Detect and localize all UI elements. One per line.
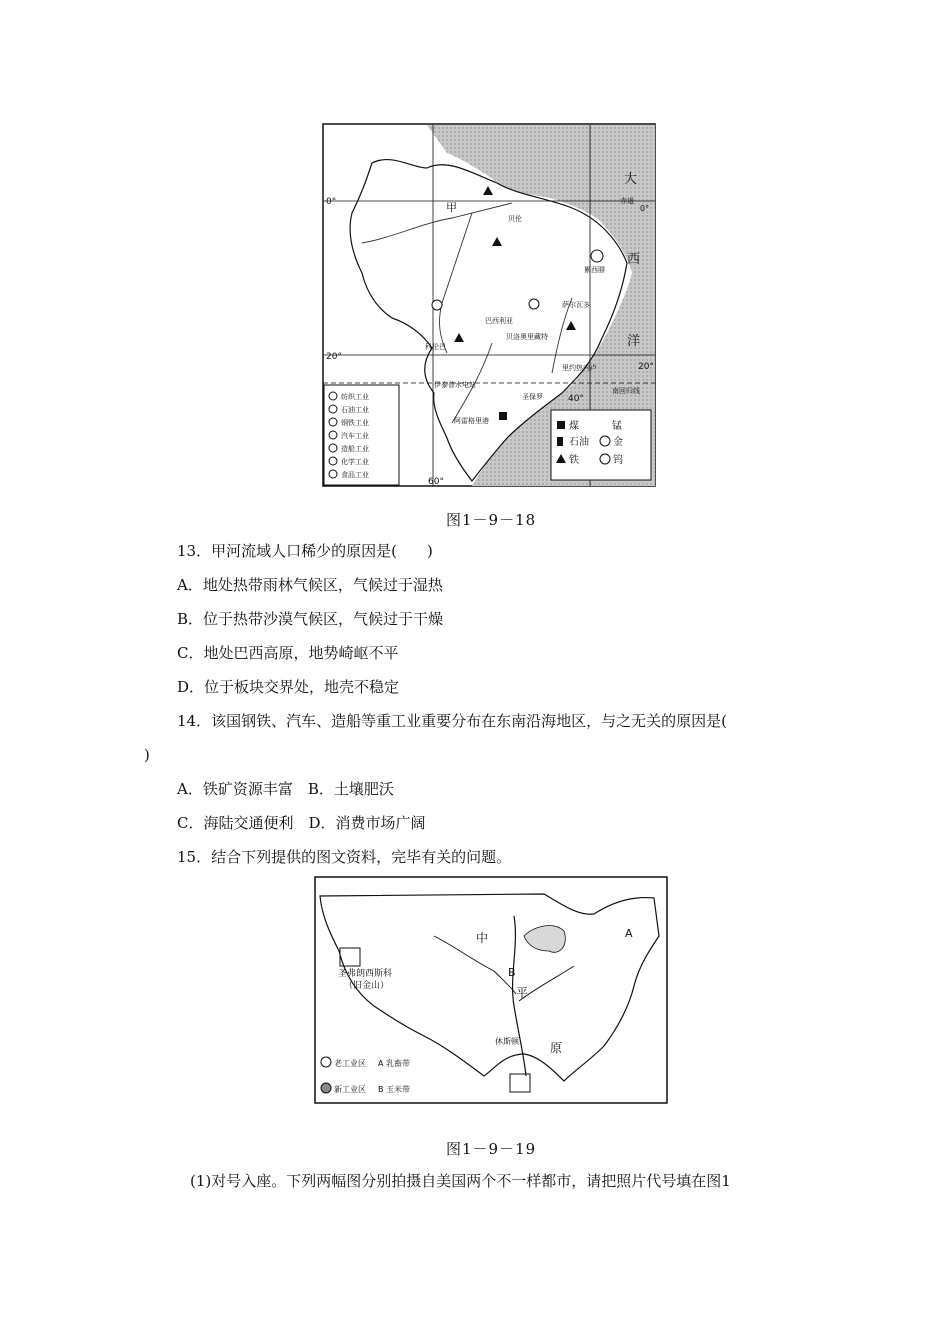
legend-tungsten: 钨 [613,455,623,466]
legend-food: 食品工业 [341,471,369,479]
city-recife: 累西腓 [584,266,605,274]
label-yuan: 原 [550,1041,563,1055]
equator-label: 赤道 [620,197,634,205]
city-saopaulo: 圣保罗 [522,393,543,401]
legend-steel: 钢铁工业 [341,419,369,427]
tungsten-symbol [591,250,603,262]
legend-gold: 金 [613,437,623,448]
lat0-right: 0° [640,204,650,213]
q13-option-b: B．位于热带沙漠气候区，气候过于干燥 [177,610,444,628]
q13-option-d: D．位于板块交界处，地壳不稳定 [177,678,400,696]
ocean-label-1: 大 [624,172,638,187]
lon40-label: 40° [568,394,584,404]
legend-shipbuilding: 造船工业 [341,445,369,453]
label-ping: 平 [516,986,529,1000]
figure2-caption: 图1－9－19 [446,1140,537,1158]
city-portoalegre: 阿雷格里港 [454,417,489,425]
ocean-label-3: 洋 [627,334,641,349]
legend-oil: 石油 [569,437,589,448]
city-houston: 休斯顿 [495,1037,519,1046]
label-A: A [625,927,633,940]
label-zhong: 中 [476,931,489,945]
q15-part1: (1)对号入座。下列两幅图分别拍摄自美国两个不一样都市，请把照片代号填在图1 [190,1172,731,1190]
city-brasilia: 巴西利亚 [485,317,513,325]
gold-symbol [432,300,442,310]
q15-stem: 15．结合下列提供的图文资料，完毕有关的问题。 [177,848,512,866]
city-belohorizonte: 贝洛奥里藏特 [506,333,548,341]
legend-new-industry: 新工业区 [334,1085,366,1094]
lat20-right: 20° [638,362,654,372]
river-jia-label: 甲 [446,201,457,214]
city-salvador: 萨尔瓦多 [562,301,590,309]
city-corumba: 科伦巴 [425,343,446,351]
itaipu-label: 伊泰普水电站 [434,381,476,389]
brazil-map [322,123,656,487]
city-rio: 里约热内卢 [562,364,597,372]
usa-map [314,876,668,1104]
coal-symbol [499,412,507,420]
q13-stem: 13．甲河流域人口稀少的原因是( ) [177,542,433,560]
label-B: B [508,966,516,979]
legend-coal: 煤 [569,421,579,432]
legend-dairy: A 乳畜带 [378,1059,411,1068]
q13-option-a: A．地处热带雨林气候区，气候过于湿热 [177,576,443,594]
legend-iron: 铁 [569,455,579,466]
lat0-left: 0° [326,197,337,207]
lon60-label: 60° [428,477,444,487]
figure1-caption: 图1－9－18 [446,511,537,529]
legend-corn: B 玉米带 [378,1085,411,1094]
q14-option-ab: A．铁矿资源丰富 B．土壤肥沃 [177,780,394,798]
legend-chemical: 化学工业 [341,458,369,466]
legend-manganese: 锰 [612,421,622,432]
tropic-label: 南回归线 [612,387,640,395]
legend-auto: 汽车工业 [341,432,369,440]
legend-textile: 纺织工业 [341,393,369,401]
legend-old-industry: 老工业区 [334,1059,366,1068]
legend-oil-industry: 石油工业 [341,406,369,414]
q14-stem-cont: ) [144,746,150,764]
gold-symbol [529,299,539,309]
mineral-legend [551,410,651,480]
q14-stem: 14．该国钢铁、汽车、造船等重工业重要分布在东南沿海地区，与之无关的原因是( [177,712,727,730]
city-sanfrancisco-alt: （旧金山） [344,981,390,991]
lat20-left: 20° [326,352,342,362]
city-sanfrancisco: 圣弗朗西斯科 [338,969,393,979]
q13-option-c: C．地处巴西高原，地势崎岖不平 [177,644,399,662]
city-belem: 贝伦 [508,215,522,223]
ocean-label-2: 西 [627,252,641,267]
q14-option-cd: C．海陆交通便利 D．消费市场广阔 [177,814,426,832]
